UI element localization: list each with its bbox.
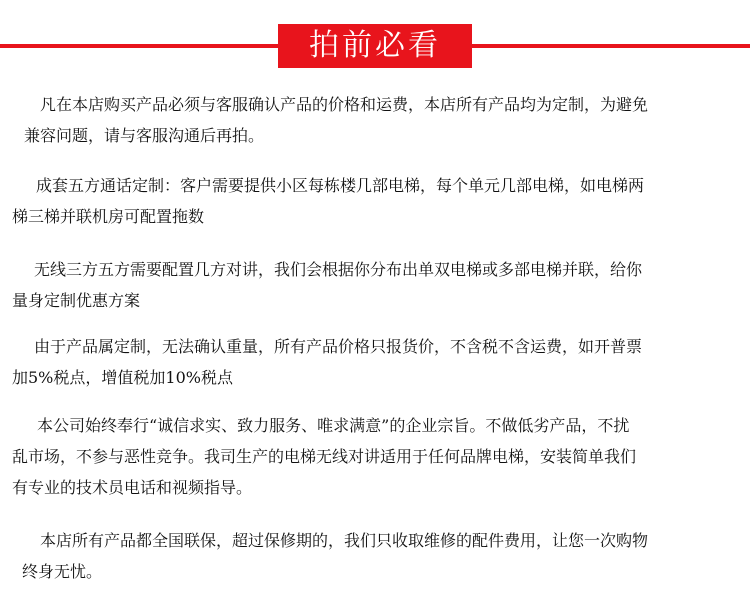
notice-paragraph-warranty — [22, 525, 648, 587]
notice-paragraph-wireless — [12, 254, 642, 316]
paragraph-line: 本店所有产品都全国联保，超过保修期的，我们只收取维修的配件费用，让您一次购物 — [40, 531, 649, 550]
page-title: 拍前必看 — [309, 28, 441, 63]
title-banner — [0, 24, 750, 68]
paragraph-line: 由于产品属定制，无法确认重量，所有产品价格只报货价，不含税不含运费，如开普票 — [34, 337, 643, 356]
paragraph-line: 兼容问题，请与客服沟通后再拍。 — [24, 126, 265, 145]
paragraph-line: 乱市场，不参与恶性竞争。我司生产的电梯无线对讲适用于任何品牌电梯，安装简单我们 — [12, 447, 637, 466]
notice-paragraph-price — [24, 89, 648, 151]
paragraph-line: 无线三方五方需要配置几方对讲，我们会根据你分布出单双电梯或多部电梯并联，给你 — [34, 260, 643, 279]
paragraph-line: 加5%税点，增值税加10%税点 — [12, 368, 233, 387]
paragraph-line: 梯三梯并联机房可配置拖数 — [12, 207, 205, 226]
banner-box — [278, 24, 472, 68]
notice-paragraph-tax — [12, 331, 642, 393]
paragraph-line: 本公司始终奉行“诚信求实、致力服务、唯求满意”的企业宗旨。不做低劣产品，不扰 — [37, 416, 630, 435]
paragraph-line: 有专业的技术员电话和视频指导。 — [12, 478, 253, 497]
paragraph-line: 成套五方通话定制：客户需要提供小区每栋楼几部电梯，每个单元几部电梯，如电梯两 — [36, 176, 645, 195]
paragraph-line: 凡在本店购买产品必须与客服确认产品的价格和运费，本店所有产品均为定制，为避免 — [40, 95, 649, 114]
notice-paragraph-five-way — [12, 170, 644, 232]
notice-paragraph-company — [12, 410, 636, 503]
paragraph-line: 终身无忧。 — [22, 562, 103, 581]
paragraph-line: 量身定制优惠方案 — [12, 291, 141, 310]
